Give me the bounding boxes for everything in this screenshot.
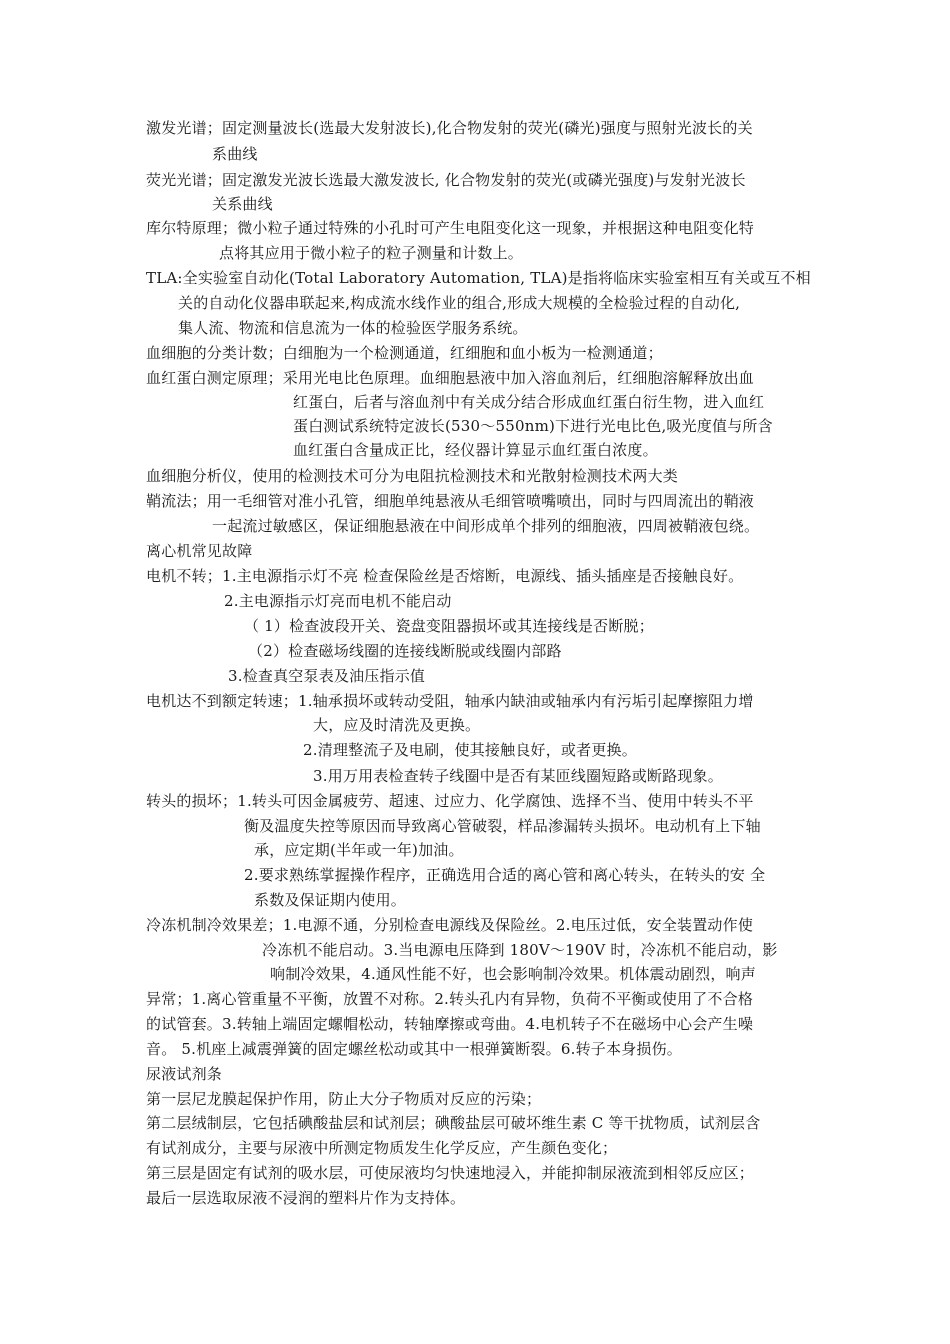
text-line: 红蛋白，后者与溶血剂中有关成分结合形成血红蛋白衍生物，进入血红 — [293, 393, 765, 411]
text-line: 大，应及时清洗及更换。 — [313, 716, 481, 734]
text-line: 血红蛋白测定原理；采用光电比色原理。血细胞悬液中加入溶血剂后，红细胞溶解释放出血 — [146, 369, 755, 387]
text-line: 3.检查真空泵表及油压指示值 — [228, 667, 426, 685]
text-line: 响制冷效果，4.通风性能不好，也会影响制冷效果。机体震动剧烈，响声 — [270, 965, 756, 983]
text-line: 一起流过敏感区，保证细胞悬液在中间形成单个排列的细胞液，四周被鞘液包绕。 — [212, 517, 760, 535]
text-line: 集人流、物流和信息流为一体的检验医学服务系统。 — [178, 319, 528, 337]
text-line: 第二层绒制层，它包括碘酸盐层和试剂层；碘酸盐层可破坏维生素 C 等干扰物质，试剂层含 — [146, 1114, 761, 1132]
text-line: 血细胞分析仪，使用的检测技术可分为电阻抗检测技术和光散射检测技术两大类 — [146, 467, 679, 485]
text-line: 2.清理整流子及电刷，使其接触良好，或者更换。 — [303, 741, 637, 759]
text-line: 鞘流法；用一毛细管对准小孔管，细胞单纯悬液从毛细管喷嘴喷出，同时与四周流出的鞘液 — [146, 492, 755, 510]
text-line: 第三层是固定有试剂的吸水层，可使尿液均匀快速地浸入，并能抑制尿液流到相邻反应区； — [146, 1164, 755, 1182]
text-line: 最后一层选取尿液不浸润的塑料片作为支持体。 — [146, 1189, 466, 1207]
text-line: 电机不转；1.主电源指示灯不亮 检查保险丝是否熔断，电源线、插头插座是否接触良好。 — [146, 567, 744, 585]
text-line: 库尔特原理；微小粒子通过特殊的小孔时可产生电阻变化这一现象，并根据这种电阻变化特 — [146, 219, 755, 237]
text-line: 血红蛋白含量成正比，经仪器计算显示血红蛋白浓度。 — [293, 441, 658, 459]
text-line: 冷冻机不能启动。3.当电源电压降到 180V～190V 时，冷冻机不能启动，影 — [262, 941, 778, 959]
text-line: 关的自动化仪器串联起来,构成流水线作业的组合,形成大规模的全检验过程的自动化, — [178, 294, 741, 312]
text-line: 衡及温度失控等原因而导致离心管破裂，样品渗漏转头损坏。电动机有上下轴 — [244, 817, 761, 835]
text-line: 的试管套。3.转轴上端固定螺帽松动，转轴摩擦或弯曲。4.电机转子不在磁场中心会产生噪 — [146, 1015, 754, 1033]
text-line: 音。 5.机座上减震弹簧的固定螺丝松动或其中一根弹簧断裂。6.转子本身损伤。 — [146, 1040, 682, 1058]
text-line: 系曲线 — [212, 145, 258, 163]
text-line: 有试剂成分，主要与尿液中所测定物质发生化学反应，产生颜色变化； — [146, 1139, 618, 1157]
text-line: 荧光光谱；固定激发光波长选最大激发波长, 化合物发射的荧光(或磷光强度)与发射光波长 — [146, 171, 746, 189]
text-line: 2.主电源指示灯亮而电机不能启动 — [224, 592, 452, 610]
text-line: 3.用万用表检查转子线圈中是否有某匝线圈短路或断路现象。 — [313, 767, 723, 785]
text-line: （ 1）检查波段开关、瓷盘变阻器损坏或其连接线是否断脱； — [244, 617, 654, 635]
text-line: 第一层尼龙膜起保护作用，防止大分子物质对反应的污染； — [146, 1090, 542, 1108]
text-line: 系数及保证期内使用。 — [254, 891, 407, 909]
text-line: 冷冻机制冷效果差；1.电源不通，分别检查电源线及保险丝。2.电压过低，安全装置动作使 — [146, 916, 754, 934]
text-line: 异常；1.离心管重量不平衡，放置不对称。2.转头孔内有异物，负荷不平衡或使用了不合格 — [146, 990, 754, 1008]
text-line: 离心机常见故障 — [146, 542, 253, 560]
text-line: 点将其应用于微小粒子的粒子测量和计数上。 — [219, 244, 524, 262]
text-line: 激发光谱；固定测量波长(选最大发射波长),化合物发射的荧光(磷光)强度与照射光波长的关 — [146, 119, 753, 137]
text-line: 电机达不到额定转速；1.轴承损坏或转动受阻，轴承内缺油或轴承内有污垢引起摩擦阻力增 — [146, 692, 754, 710]
text-line: 2.要求熟练掌握操作程序，正确选用合适的离心管和离心转头，在转头的安 全 — [244, 866, 766, 884]
text-line: 承，应定期(半年或一年)加油。 — [254, 841, 464, 859]
text-line: 转头的损坏；1.转头可因金属疲劳、超速、过应力、化学腐蚀、选择不当、使用中转头不平 — [146, 792, 754, 810]
text-line: 血细胞的分类计数；白细胞为一个检测通道，红细胞和血小板为一检测通道； — [146, 344, 663, 362]
text-line: TLA:全实验室自动化(Total Laboratory Automation, TLA)是指将临床实验室相互有关或互不相 — [146, 269, 811, 287]
text-line: （2）检查磁场线圈的连接线断脱或线圈内部路 — [248, 642, 562, 660]
text-line: 关系曲线 — [212, 195, 273, 213]
text-line: 蛋白测试系统特定波长(530～550nm)下进行光电比色,吸光度值与所含 — [293, 417, 773, 435]
text-line: 尿液试剂条 — [146, 1065, 223, 1083]
